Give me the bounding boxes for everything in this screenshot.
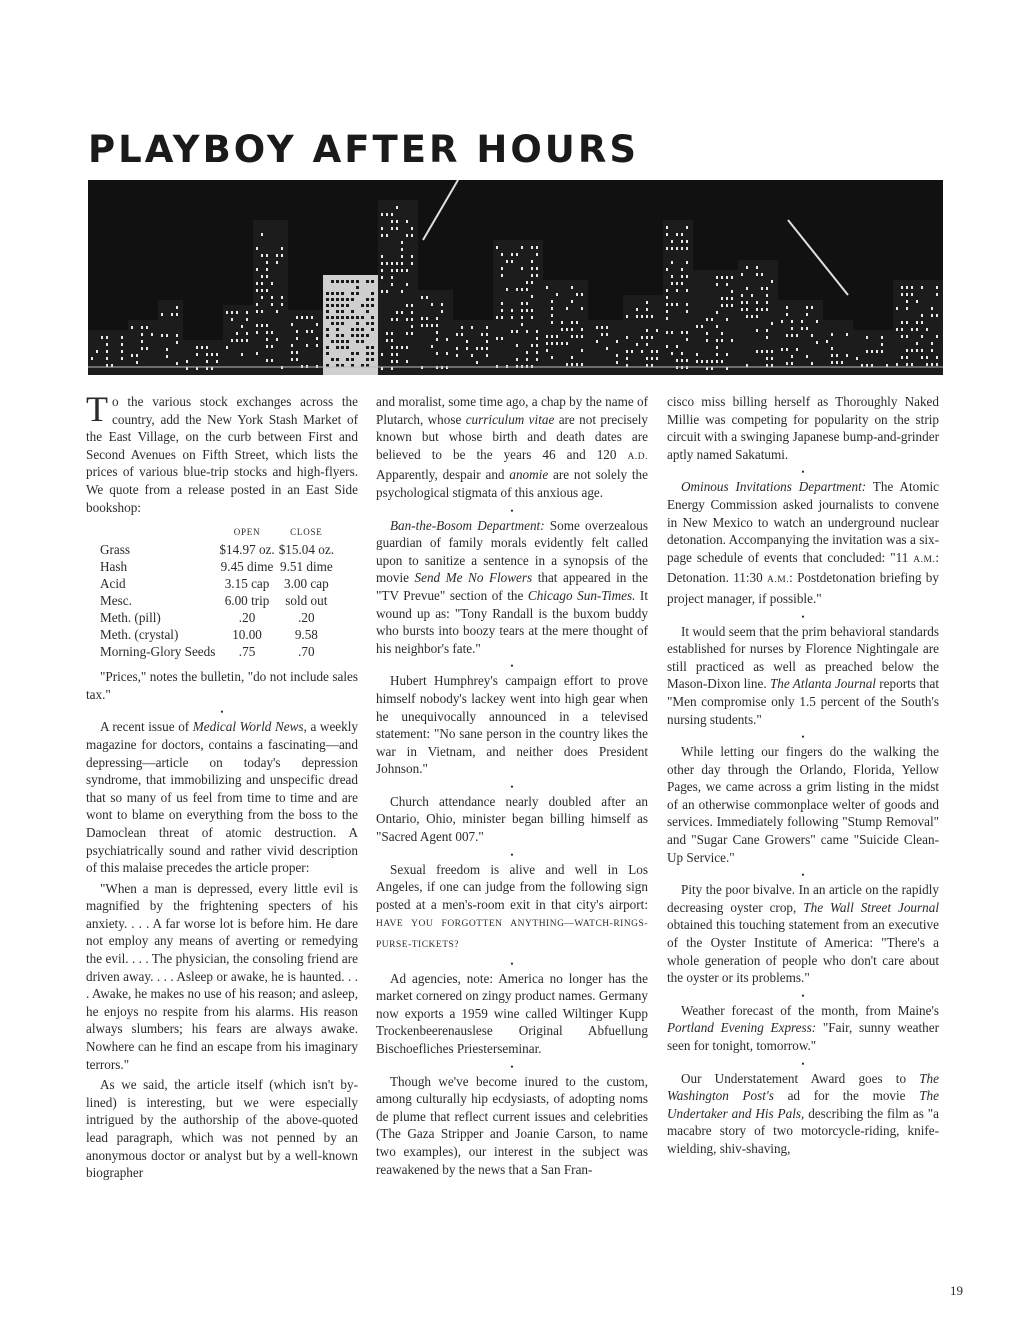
column-3: [667, 393, 939, 1161]
price-close: 9.58: [294, 627, 318, 643]
price-item-name: Grass: [100, 542, 131, 558]
price-table-row: [100, 609, 338, 626]
paragraph: Ad agencies, note: America no longer has the market cornered on zingy product names. Germany now exports a 1959 wine called Wiltinger Kupp Trockenbeerenauslese Original Abfuellung Bischoefliches Priesterseminar.: [376, 970, 648, 1056]
separator-dot: •: [510, 958, 514, 969]
price-close: sold out: [285, 593, 328, 609]
price-item-name: Meth. (pill): [100, 610, 161, 626]
price-open: 9.45 dime: [220, 559, 274, 575]
drop-cap: T: [86, 389, 108, 429]
paragraph: Weather forecast of the month, from Maine's Portland Evening Express: "Fair, sunny weather seen for tonight, tomorrow.": [667, 1002, 939, 1053]
column-2: [376, 393, 648, 1181]
paragraph: Hubert Humphrey's campaign effort to prove himself nobody's lackey went into high gear when he unequivocally announced in a televised statement: "No sane person in the country likes the war in Vietnam, and neither does President Johnson.": [376, 673, 648, 777]
paragraph: As we said, the article itself (which isn't by-lined) is interesting, but we were especially intrigued by the authorship of the above-quoted lead paragraph, which was not penned by an anonymous doctor or analyst but by a well-known biographer: [86, 1077, 358, 1181]
separator-dot: •: [510, 1061, 514, 1072]
price-close: $15.04 oz.: [278, 542, 335, 558]
price-open: .20: [238, 610, 256, 626]
paragraph: and moralist, some time ago, a chap by the name of Plutarch, whose curriculum vitae are not precisely known but whose birth and death dates are believed to be the years 46 and 120 A.D. Apparently, despair and anomie are not solely the psychological stigmata of this anxious age.: [376, 394, 649, 500]
paragraph: Ominous Invitations Department: The Atomic Energy Commission asked journalists to convene in New Mexico to watch an underground nuclear detonation. Accompanying the invitation was a six-page schedule of events that concluded: "11 A.M.: Detonation. 11:30 A.M.: Postdetonation briefing by project manager, if possible.": [667, 479, 940, 606]
paragraph: "When a man is depressed, every little evil is magnified by the frightening specters of his anxiety. . . . A far worse lot is before him. He dare not employ any means of averting or remedying the evil. . . . The physician, the consoling friend are driven away. . . . Asleep or awake, he is haunted. . . . Awake, he makes no use of his reason; and asleep, he enjoys no respite from his alarms. His reason always slumbers; his fears are always awake. Nowhere can he find an escape from his imaginary terrors.": [86, 880, 358, 1072]
lead-paragraph: To the various stock exchanges across the country, add the New York Stash Market of the East Village, on the curb between First and Second Avenues on Fifth Street, which lists the prices of various blue-trip stocks and high-flyers. We quote from a release posted in an East Side bookshop:: [86, 389, 358, 515]
paragraph: Though we've become inured to the custom, among culturally hip ecdysiasts, of adopting noms de plume that reflect current issues and celebrities (The Gaza Stripper and Joanie Carson, to name two examples), our interest in the subject was reawakened by the news that a San Fran-: [376, 1073, 648, 1177]
price-open: $14.97 oz.: [219, 542, 275, 558]
page-number: 19: [950, 1283, 963, 1298]
paragraph: Our Understatement Award goes to The Washington Post's ad for the movie The Undertaker and His Pals, describing the film as "a macabre story of two motorcycle-riding, knife-wielding, shiv-shaving,: [667, 1070, 939, 1156]
paragraph: cisco miss billing herself as Thoroughly Naked Millie was competing for popularity on the strip circuit with a swinging Japanese bump-and-grinder aptly named Sakatumi.: [667, 394, 939, 462]
paragraph: While letting our fingers do the walking the other day through the Orlando, Florida, Yellow Pages, we came across a grim listing in the midst of an otherwise commonplace welter of goods and services. Immediately following "Stump Removal" and "Sugar Cane Growers" came "Suicide Clean-Up Service.": [667, 744, 939, 865]
price-close: .70: [298, 644, 315, 660]
price-table-row: [100, 541, 338, 558]
paragraph: Pity the poor bivalve. In an article on the rapidly decreasing oyster crop, The Wall Street Journal obtained this touching statement from an executive of the Oyster Institute of America: "There's a whole generation of people who don't care about the oyster or its problems.": [667, 882, 939, 986]
price-table-row: [100, 626, 338, 643]
price-item-name: Meth. (crystal): [100, 627, 179, 643]
price-table-row: [100, 575, 338, 592]
paragraph: Church attendance nearly doubled after an Ontario, Ohio, minister began billing himself as "Sacred Agent 007.": [376, 793, 648, 845]
separator-dot: •: [510, 505, 514, 516]
price-item-name: Morning-Glory Seeds: [100, 644, 216, 660]
paragraph: Ban-the-Bosom Department: Some overzealous guardian of family morals evidently felt called upon to sanitize a sentence in a synopsis of the movie Send Me No Flowers that appeared in the "TV Prevue" section of the Chicago Sun-Times. It wound up as: "Tony Randall is the buxom buddy who bursts into boozy tears at the mere thought of his neighbor's fate.": [376, 517, 649, 656]
paragraph: "Prices," notes the bulletin, "do not include sales tax.": [86, 669, 358, 702]
separator-dot: •: [801, 990, 805, 1001]
separator-dot: •: [801, 467, 805, 478]
price-close: .20: [298, 610, 315, 626]
price-open: .75: [238, 644, 256, 660]
page-title: PLAYBOY AFTER HOURS: [88, 128, 639, 171]
price-open: 10.00: [232, 627, 262, 643]
price-table-row: [100, 558, 338, 575]
city-skyline-illustration: [88, 180, 943, 375]
price-item-name: Acid: [100, 576, 126, 592]
price-table: [100, 524, 338, 660]
price-open: 6.00 trip: [224, 593, 270, 609]
separator-dot: •: [510, 661, 514, 672]
separator-dot: •: [510, 849, 514, 860]
price-close: 3.00 cap: [284, 576, 329, 592]
separator-dot: •: [801, 870, 805, 881]
separator-dot: •: [801, 1058, 805, 1069]
column-1: [86, 389, 359, 1185]
price-close: 9.51 dime: [279, 559, 333, 575]
paragraph: A recent issue of Medical World News, a weekly magazine for doctors, contains a fascinating—and depressing—article on today's depression syndrome, that immobilizing and unspecific dread that so many of us feel from time to time and are wont to blame on everything from the boss to the Damoclean threat of atomic destruction. A psychiatrically sound and rather vivid description of this malaise precedes the article proper:: [86, 719, 359, 876]
separator-dot: •: [510, 781, 514, 792]
price-item-name: Mesc.: [100, 593, 132, 609]
price-open: 3.15 cap: [224, 576, 270, 592]
separator-dot: •: [220, 707, 224, 718]
separator-dot: •: [801, 611, 805, 622]
separator-dot: •: [801, 732, 805, 743]
price-table-row: [100, 643, 338, 660]
price-table-header: OPEN CLOSE: [233, 527, 323, 538]
paragraph: Sexual freedom is alive and well in Los Angeles, if one can judge from the following sign posted at a men's-room exit in that city's airport: HAVE YOU FORGOTTEN ANYTHING—WATCH-RINGS-PURSE-TICKETS?: [376, 861, 648, 951]
paragraph: It would seem that the prim behavioral standards established for nurses by Florence Nightingale are still practiced as well as preached below the Mason-Dixon line. The Atlanta Journal reports that "Men compromise only 1.5 percent of the South's nursing students.": [667, 623, 939, 727]
price-item-name: Hash: [100, 559, 128, 575]
price-table-row: [100, 592, 338, 609]
